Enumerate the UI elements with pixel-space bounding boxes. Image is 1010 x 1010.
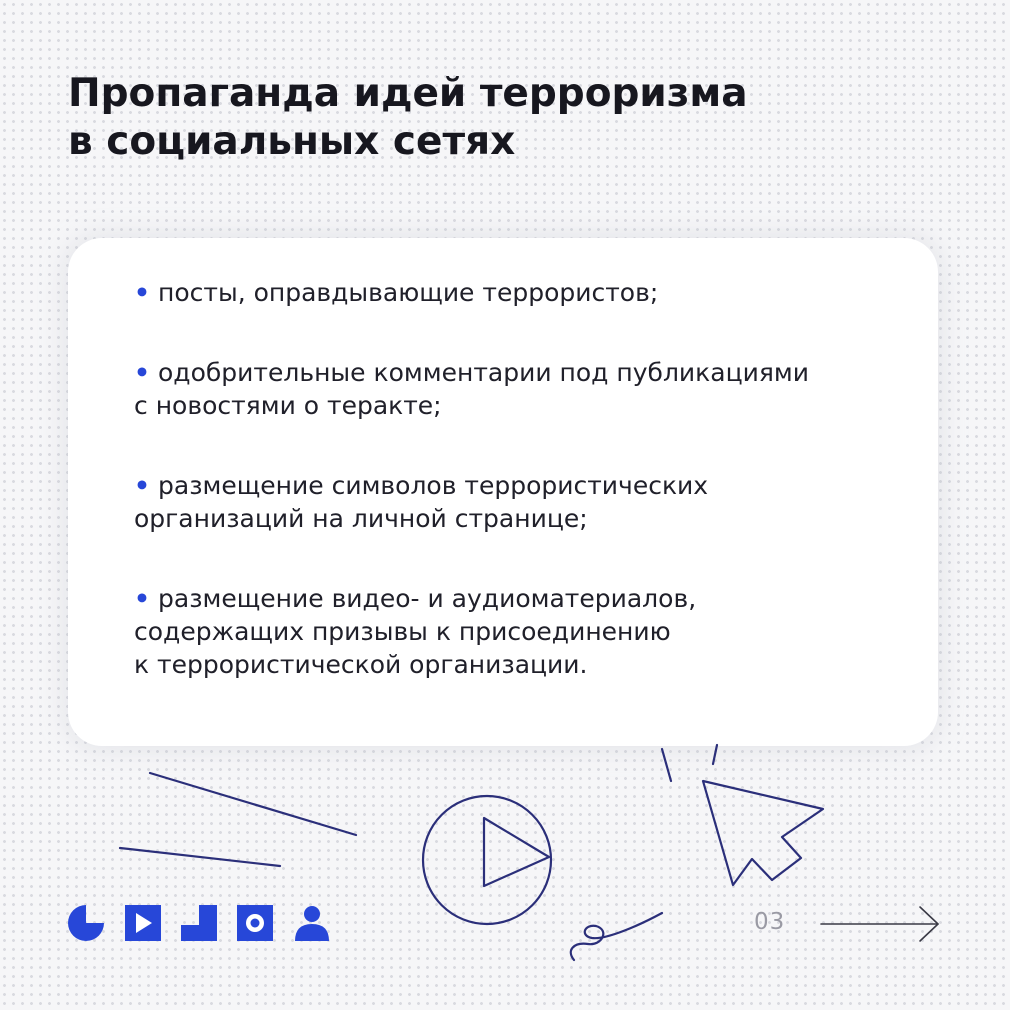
list-item-text: содержащих призывы к присоединению [134, 617, 671, 646]
list-item-text: размещение видео- и аудиоматериалов, [158, 584, 697, 613]
bullet-icon: • [134, 278, 150, 307]
list-item-text: к террористической организации. [134, 650, 588, 679]
list-item-text: с новостями о теракте; [134, 391, 442, 420]
bullet-icon: • [134, 358, 150, 387]
speed-line-1 [150, 773, 356, 835]
stairs-shape-icon [181, 905, 217, 941]
ring-square-icon [237, 905, 273, 941]
bullet-icon: • [134, 471, 150, 500]
play-circle-icon [423, 796, 551, 924]
cursor-accent-line-1 [662, 749, 671, 781]
play-square-icon [125, 905, 161, 941]
list-item-text: размещение символов террористических [158, 471, 709, 500]
bullet-icon: • [134, 584, 150, 613]
list-item-text: посты, оправдывающие террористов; [158, 278, 659, 307]
page-number: 03 [754, 909, 786, 935]
cursor-accent-line-2 [713, 745, 717, 764]
title-line-1: Пропаганда идей терроризма [68, 71, 748, 116]
brand-logo [68, 905, 338, 941]
pie-shape-icon [68, 905, 104, 941]
title-line-2: в социальных сетях [68, 119, 516, 164]
list-item-text: организаций на личной странице; [134, 504, 588, 533]
person-icon [295, 906, 329, 941]
squiggle-line [571, 913, 662, 960]
next-arrow-icon[interactable] [818, 904, 944, 944]
cursor-arrow-icon [703, 781, 823, 885]
list-item-text: одобрительные комментарии под публикациями [158, 358, 810, 387]
speed-line-2 [120, 848, 280, 866]
